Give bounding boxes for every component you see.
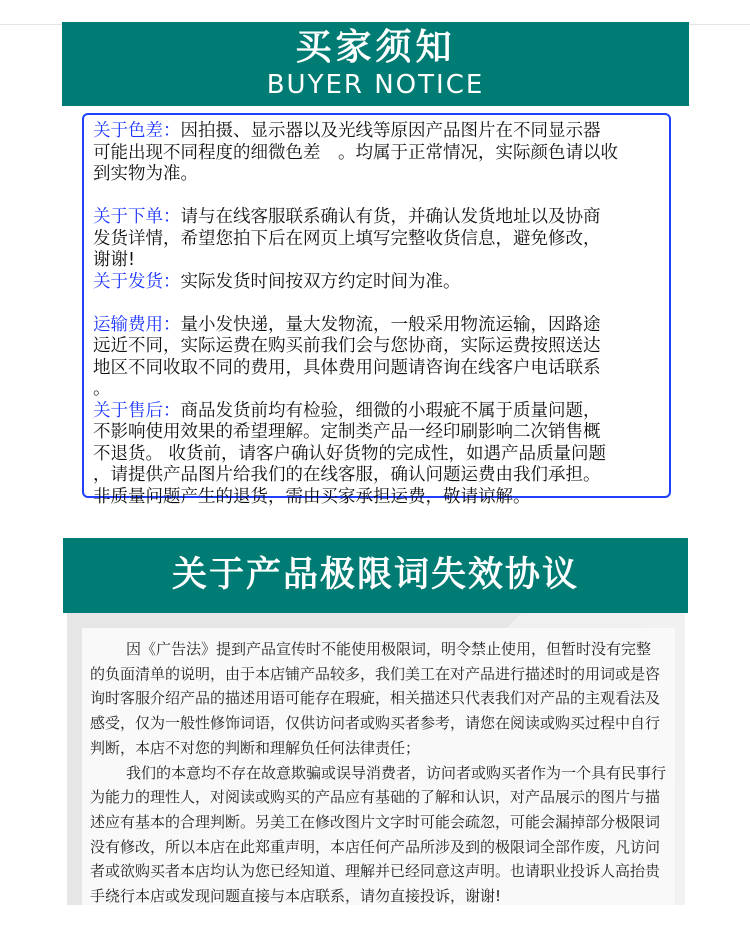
notice-section-text: 地区不同收取不同的费用，具体费用问题请咨询在线客户电话联系 bbox=[93, 357, 601, 378]
notice-line bbox=[93, 465, 669, 487]
notice-section-label: 关于下单： bbox=[93, 207, 181, 227]
notice-section-text: 请与在线客服联系确认有货，并确认发货地址以及协商 bbox=[180, 207, 601, 227]
agreement-line: 询时客服介绍产品的描述用语可能存在瑕疵，相关描述只代表我们对产品的主观看法及 bbox=[90, 689, 661, 708]
notice-line bbox=[93, 229, 669, 251]
notice-section-text: 因拍摄、显示器以及光线等原因产品图片在不同显示器 bbox=[180, 121, 601, 141]
notice-section-label: 关于售后： bbox=[93, 400, 181, 421]
notice-line bbox=[93, 401, 669, 423]
notice-section-text: 商品发货前均有检验，细微的小瑕疵不属于质量问题， bbox=[180, 400, 601, 421]
notice-section-text: 可能出现不同程度的细微色差 。均属于正常情况，实际颜色请以收 bbox=[93, 142, 618, 163]
notice-line bbox=[93, 164, 669, 186]
buyer-notice-header bbox=[62, 22, 689, 106]
notice-section-text: 量小发快递，量大发物流，一般采用物流运输，因路途 bbox=[180, 314, 601, 335]
notice-line bbox=[93, 207, 669, 229]
notice-line bbox=[93, 121, 669, 143]
notice-line bbox=[93, 315, 669, 337]
spacer bbox=[93, 186, 669, 208]
notice-line bbox=[93, 358, 669, 380]
notice-section-text: 发货详情，希望您拍下后在网页上填写完整收货信息，避免修改， bbox=[93, 228, 601, 249]
agreement-line: 手绕行本店或发现问题直接与本店联系，请勿直接投诉，谢谢! bbox=[90, 887, 502, 906]
agreement-title: 关于产品极限词失效协议 bbox=[171, 555, 579, 595]
notice-section-text: ，请提供产品图片给我们的在线客服，确认问题运费由我们承担。 bbox=[93, 465, 601, 485]
notice-section-text: 非质量问题产生的退货，需由买家承担运费，敬请谅解。 bbox=[93, 486, 531, 507]
buyer-notice-box bbox=[82, 113, 671, 507]
notice-line bbox=[93, 444, 669, 466]
agreement-line: 判断，本店不对您的判断和理解负任何法律责任； bbox=[90, 738, 421, 757]
notice-section-label: 关于发货： bbox=[93, 271, 181, 292]
agreement-line: 因《广告法》提到产品宣传时不能使用极限词，明令禁止使用，但暂时没有完整 bbox=[126, 640, 652, 658]
spacer bbox=[93, 293, 669, 315]
notice-section-text: 实际发货时间按双方约定时间为准。 bbox=[180, 271, 461, 292]
notice-section-text: 。 bbox=[93, 379, 111, 399]
notice-line bbox=[93, 487, 669, 509]
notice-section-text: 不退货。 收货前，请客户确认好货物的完成性，如遇产品质量问题 bbox=[93, 443, 607, 464]
agreement-line: 感受，仅为一般性修饰词语，仅供访问者或购买者参考，请您在阅读或购买过程中自行 bbox=[90, 714, 661, 733]
agreement-line: 我们的本意均不存在故意欺骗或误导消费者，访问者或购买者作为一个具有民事行 bbox=[126, 763, 667, 782]
agreement-line: 述应有基本的合理判断。另美工在修改图片文字时可能会疏忽，可能会漏掉部分极限词 bbox=[90, 812, 661, 831]
header-title-cn: 买家须知 bbox=[295, 27, 456, 68]
notice-section-text: 不影响使用效果的希望理解。定制类产品一经印刷影响二次销售概 bbox=[93, 422, 601, 442]
agreement-header bbox=[63, 538, 688, 613]
notice-section-label: 运输费用： bbox=[93, 314, 181, 335]
notice-line bbox=[93, 143, 669, 165]
agreement-text bbox=[82, 628, 675, 905]
notice-line bbox=[93, 336, 669, 358]
agreement-line: 为能力的理性人，对阅读或购买的产品应有基础的了解和认识，对产品展示的图片与描 bbox=[90, 788, 661, 807]
agreement-line: 的负面清单的说明，由于本店铺产品较多，我们美工在对产品进行描述时的用词或是咨 bbox=[90, 664, 661, 683]
notice-section-text: 远近不同，实际运费在购买前我们会与您协商，实际运费按照送达 bbox=[93, 336, 601, 356]
notice-line bbox=[93, 422, 669, 444]
notice-section-text: 谢谢! bbox=[93, 250, 136, 270]
notice-section-text: 到实物为准。 bbox=[93, 164, 198, 184]
header-title-en: BUYER NOTICE bbox=[266, 70, 485, 100]
notice-section-label: 关于色差： bbox=[93, 121, 181, 141]
agreement-line: 没有修改，所以本店在此郑重声明，本店任何产品所涉及到的极限词全部作废，凡访问 bbox=[90, 837, 661, 856]
agreement-line: 者或欲购买者本店均认为您已经知道、理解并已经同意这声明。也请职业投诉人高抬贵 bbox=[90, 862, 661, 881]
notice-line bbox=[93, 379, 669, 401]
notice-line bbox=[93, 272, 669, 294]
notice-line bbox=[93, 250, 669, 272]
